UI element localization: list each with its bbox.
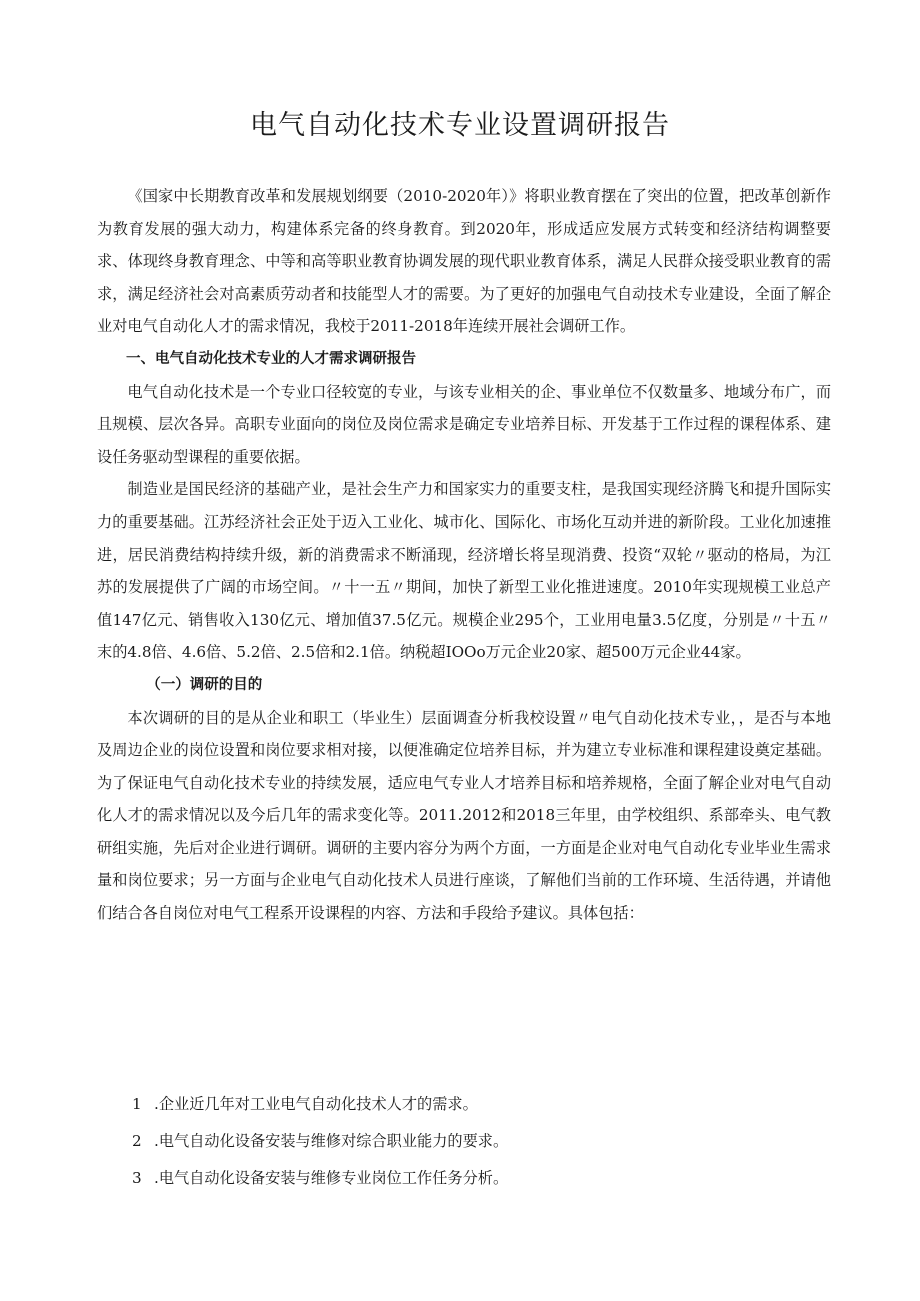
section1-paragraph-2: 制造业是国民经济的基础产业，是社会生产力和国家实力的重要支柱，是我国实现经济腾飞和提升国际实力的重要基础。江苏经济社会正处于迈入工业化、城市化、国际化、市场化互动并进的新阶段。工业化加速推进，居民消费结构持续升级，新的消费需求不断涌现，经济增长将呈现消费、投资“双轮〃驱动的格局，为江苏的发展提供了广阔的市场空间。〃十一五〃期间，加快了新型工业化推进速度。2010年实现规模工业总产值147亿元、销售收入130亿元、增加值37.5亿元。规模企业295个，工业用电量3.5亿度，分别是〃十五〃末的4.8倍、4.6倍、5.2倍、2.5倍和2.1倍。纳税超IOOo万元企业20家、超500万元企业44家。 (97, 480, 831, 662)
list-item (132, 1086, 832, 1123)
list-item-text: .电气自动化设备安装与维修专业岗位工作任务分析。 (154, 1169, 509, 1187)
page-title: 电气自动化技术专业设置调研报告 (250, 110, 670, 141)
list-item (132, 1123, 832, 1160)
list-item-text: .电气自动化设备安装与维修对综合职业能力的要求。 (154, 1132, 509, 1150)
document-body (97, 180, 831, 930)
list-item-text: .企业近几年对工业电气自动化技术人才的需求。 (154, 1095, 478, 1113)
list-item-number: 1 (132, 1095, 142, 1113)
intro-paragraph: 《国家中长期教育改革和发展规划纲要（2010-2020年）》将职业教育摆在了突出的位置，把改革创新作为教育发展的强大动力，构建体系完备的终身教育。到2020年，形成适应发展方式转变和经济结构调整要求、体现终身教育理念、中等和高等职业教育协调发展的现代职业教育体系，满足人民群众接受职业教育的需求，满足经济社会对高素质劳动者和技能型人才的需要。为了更好的加强电气自动技术专业建设，全面了解企业对电气自动化人才的需求情况，我校于2011-2018年连续开展社会调研工作。 (97, 187, 831, 336)
list-item (132, 1160, 832, 1197)
section-heading-1: 一、电气自动化技术专业的人才需求调研报告 (126, 350, 416, 367)
subsection1-paragraph-1: 本次调研的目的是从企业和职工（毕业生）层面调查分析我校设置〃电气自动化技术专业，，是否与本地及周边企业的岗位设置和岗位要求相对接，以便准确定位培养目标，并为建立专业标准和课程建设奠定基础。为了保证电气自动化技术专业的持续发展，适应电气专业人才培养目标和培养规格，全面了解企业对电气自动化人才的需求情况以及今后几年的需求变化等。2011.2012和2018三年里，由学校组织、系部牵头、电气教研组实施，先后对企业进行调研。调研的主要内容分为两个方面，一方面是企业对电气自动化专业毕业生需求量和岗位要求；另一方面与企业电气自动化技术人员进行座谈，了解他们当前的工作环境、生活待遇，并请他们结合各自岗位对电气工程系开设课程的内容、方法和手段给予建议。具体包括： (97, 708, 831, 923)
list-item-number: 3 (132, 1169, 142, 1187)
requirements-list (132, 1086, 832, 1197)
list-item-number: 2 (132, 1132, 142, 1150)
subsection-heading-1: （一）调研的目的 (146, 676, 263, 693)
section1-paragraph-1: 电气自动化技术是一个专业口径较宽的专业，与该专业相关的企、事业单位不仅数量多、地域分布广，而且规模、层次各异。高职专业面向的岗位及岗位需求是确定专业培养目标、开发基于工作过程的课程体系、建设任务驱动型课程的重要依据。 (97, 382, 831, 466)
